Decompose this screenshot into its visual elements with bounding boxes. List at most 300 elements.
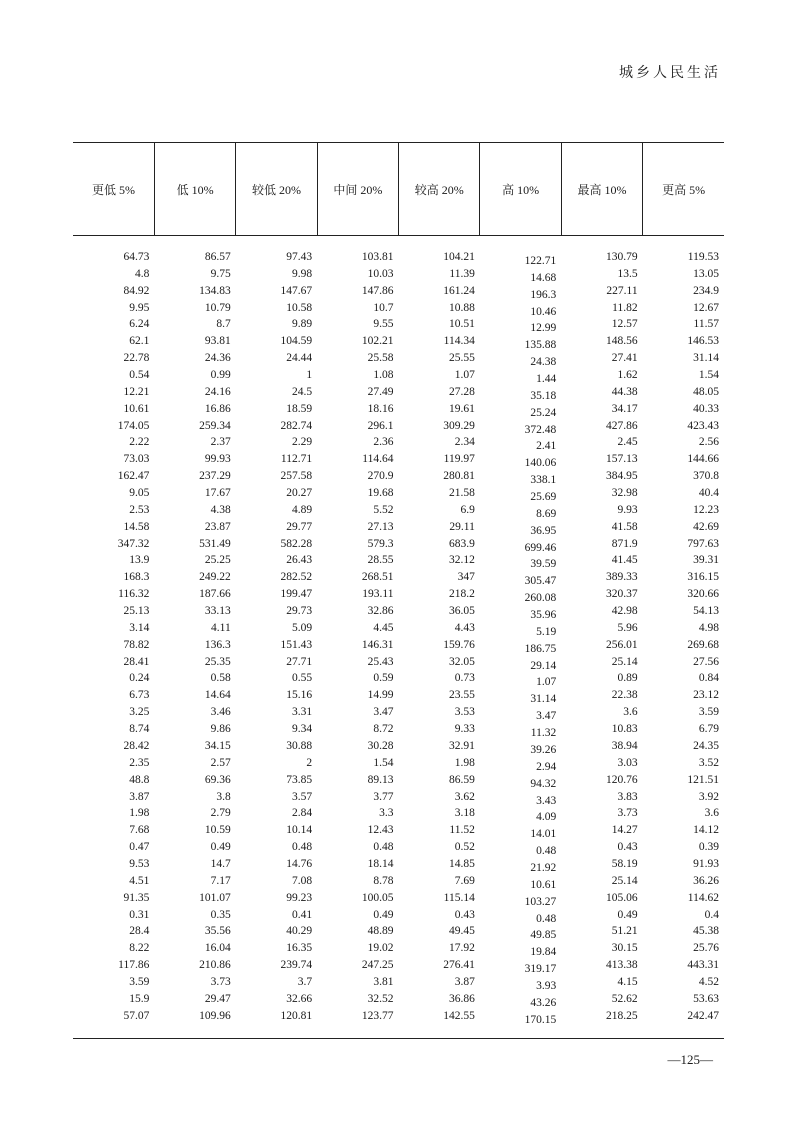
table-cell: 10.51 [449,318,475,331]
table-cell: 36.86 [449,992,475,1005]
table-cell: 9.53 [129,857,150,870]
table-row [73,552,724,569]
table-cell: 28.41 [123,655,150,668]
table-cell: 305.47 [524,575,557,588]
table-row [73,1008,724,1025]
table-cell: 3.77 [373,790,394,803]
table-cell: 35.96 [530,609,557,622]
table-cell: 3.47 [373,706,394,719]
table-cell: 227.11 [606,284,638,297]
table-cell: 40.4 [698,487,719,500]
table-row [73,300,724,317]
table-cell: 157.13 [606,453,638,466]
table-cell: 44.38 [611,385,638,398]
table-cell: 73.03 [123,453,150,466]
table-cell: 3.62 [454,790,475,803]
table-cell: 16.04 [204,942,231,955]
table-row [73,536,724,553]
table-cell: 91.35 [123,891,150,904]
table-cell: 31.14 [693,352,719,365]
table-cell: 86.57 [204,251,231,263]
table-cell: 42.69 [693,520,719,533]
table-cell: 4.98 [698,621,719,634]
table-cell: 3.73 [210,975,231,988]
table-row [73,721,724,738]
table-row [73,873,724,890]
table-cell: 41.58 [611,520,638,533]
table-cell: 3.87 [129,790,150,803]
table-cell: 0.43 [617,841,638,854]
table-cell: 28.55 [367,554,394,567]
table-cell: 276.41 [443,959,475,972]
column-header: 更高 5% [643,143,724,236]
income-group-table [73,142,724,1025]
table-cell: 148.56 [606,335,638,348]
table-cell: 0.43 [454,908,475,921]
table-row [73,283,724,300]
table-cell: 26.43 [286,554,313,567]
table-cell: 372.48 [524,423,557,436]
table-cell: 14.99 [367,689,394,702]
table-cell: 7.08 [292,874,313,887]
table-cell: 10.46 [530,305,557,318]
table-cell: 144.66 [687,453,719,466]
table-cell: 20.27 [286,487,313,500]
table-cell: 269.68 [687,638,719,651]
table-cell: 147.86 [361,284,394,297]
table-row [73,333,724,350]
table-cell: 36.26 [693,874,719,887]
table-cell: 25.13 [123,605,150,618]
table-cell: 103.81 [361,251,394,263]
table-cell: 25.76 [693,942,719,955]
table-cell: 18.14 [367,857,394,870]
table-cell: 53.63 [693,992,719,1005]
table-cell: 3.81 [373,975,394,988]
table-cell: 4.38 [210,503,231,516]
table-cell: 9.98 [292,267,313,280]
table-cell: 7.68 [129,824,150,837]
table-cell: 29.77 [286,520,313,533]
column-header: 更低 5% [73,143,154,236]
table-cell: 41.45 [611,554,638,567]
table-cell: 57.07 [123,1009,150,1022]
table-cell: 257.58 [280,470,313,483]
table-cell: 32.05 [449,655,475,668]
table-cell: 4.43 [454,621,475,634]
table-cell: 280.81 [443,470,475,483]
table-row [73,890,724,907]
table-cell: 130.79 [606,251,638,263]
table-row [73,839,724,856]
table-cell: 39.26 [530,743,557,756]
table-cell: 3.25 [129,706,150,719]
table-cell: 134.83 [199,284,231,297]
table-cell: 161.24 [443,284,475,297]
table-cell: 33.13 [204,605,231,618]
table-cell: 112.71 [280,453,313,466]
table-cell: 27.56 [693,655,719,668]
table-cell: 146.31 [361,638,394,651]
table-cell: 25.55 [449,352,475,365]
table-cell: 122.71 [524,255,557,267]
table-cell: 32.12 [449,554,475,567]
table-cell: 0.49 [210,841,231,854]
table-cell: 23.87 [204,520,231,533]
table-cell: 319.17 [524,963,557,976]
table-cell: 29.11 [449,520,475,533]
table-cell: 49.85 [530,929,557,942]
table-cell: 48.05 [693,385,719,398]
table-cell: 5.52 [373,503,394,516]
table-cell: 21.92 [530,861,557,874]
table-cell: 2.29 [292,436,313,449]
table-cell: 347 [457,571,475,584]
table-cell: 14.7 [210,857,231,870]
table-cell: 9.33 [454,723,475,736]
table-cell: 12.67 [693,301,719,314]
table-row [73,401,724,418]
running-head: 城乡人民生活 [619,66,721,81]
table-cell: 19.68 [367,487,394,500]
table-cell: 3.8 [216,790,231,803]
bottom-rule [73,1038,724,1039]
table-cell: 4.09 [536,811,557,824]
table-cell: 39.31 [693,554,719,567]
table-cell: 52.62 [611,992,638,1005]
table-cell: 30.88 [286,739,313,752]
table-cell: 3.83 [617,790,638,803]
table-cell: 1.07 [454,369,475,382]
table-cell: 0.89 [617,672,638,685]
table-cell: 11.52 [449,824,475,837]
table-row [73,738,724,755]
table-row [73,755,724,772]
column-header: 较高 20% [399,143,480,236]
table-row [73,940,724,957]
table-cell: 320.37 [606,588,638,601]
table-cell: 0.54 [129,369,150,382]
table-cell: 14.58 [123,520,150,533]
table-cell: 1.54 [698,369,719,382]
table-cell: 218.2 [449,588,475,601]
table-cell: 3.7 [297,975,313,988]
table-cell: 18.16 [367,402,394,415]
table-cell: 187.66 [199,588,231,601]
table-cell: 234.9 [693,284,719,297]
table-cell: 6.9 [460,503,475,516]
table-cell: 6.79 [698,723,719,736]
table-cell: 28.4 [129,925,150,938]
table-cell: 2.84 [292,807,313,820]
table-cell: 2 [306,756,313,769]
table-cell: 114.34 [443,335,475,348]
table-cell: 2.79 [210,807,231,820]
table-cell: 22.78 [123,352,150,365]
table-cell: 104.21 [443,251,475,263]
table-cell: 14.76 [286,857,313,870]
table-cell: 123.77 [361,1009,394,1022]
table-cell: 3.46 [210,706,231,719]
table-cell: 4.15 [617,975,638,988]
table-cell: 136.3 [204,638,231,651]
table-cell: 9.34 [292,723,313,736]
table-cell: 8.72 [373,723,394,736]
table-cell: 3.57 [292,790,313,803]
table-row [73,957,724,974]
table-cell: 4.8 [135,267,150,280]
table-cell: 10.03 [367,267,394,280]
table-cell: 10.83 [611,723,638,736]
table-cell: 89.13 [367,773,394,786]
table-cell: 43.26 [530,996,557,1009]
table-cell: 84.92 [123,284,150,297]
table-cell: 119.53 [687,251,719,263]
table-cell: 3.87 [454,975,475,988]
table-cell: 4.89 [292,503,313,516]
table-cell: 114.62 [687,891,719,904]
table-cell: 389.33 [606,571,638,584]
table-row [73,637,724,654]
table-cell: 9.89 [292,318,313,331]
column-header: 较低 20% [236,143,317,236]
table-cell: 0.48 [536,845,557,858]
table-cell: 0.99 [210,369,231,382]
table-row [73,434,724,451]
table-cell: 5.09 [292,621,313,634]
table-cell: 14.27 [611,824,638,837]
table-row [73,519,724,536]
table-row [73,350,724,367]
table-cell: 116.32 [118,588,150,601]
table-cell: 115.14 [443,891,475,904]
table-row [73,249,724,266]
table-cell: 174.05 [117,419,150,432]
table-cell: 3.14 [129,621,150,634]
table-cell: 1.62 [617,369,638,382]
table-cell: 35.18 [530,389,557,402]
table-cell: 147.67 [280,284,313,297]
table-cell: 0.73 [454,672,475,685]
table-cell: 10.58 [286,301,313,314]
table-cell: 39.59 [530,558,557,571]
table-cell: 0.55 [292,672,313,685]
table-cell: 25.43 [367,655,394,668]
table-cell: 0.31 [129,908,150,921]
table-cell: 2.41 [536,440,557,453]
table-cell: 2.53 [129,503,150,516]
table-cell: 36.05 [449,605,475,618]
table-cell: 13.05 [693,267,719,280]
header-row [73,143,724,236]
table-cell: 3.43 [536,794,557,807]
table-cell: 32.66 [286,992,313,1005]
table-cell: 4.51 [129,874,150,887]
table-cell: 4.52 [698,975,719,988]
table-row [73,822,724,839]
table-cell: 93.81 [204,335,231,348]
table-cell: 7.17 [210,874,231,887]
table-cell: 17.92 [449,942,475,955]
table-cell: 8.22 [129,942,150,955]
table-cell: 17.67 [204,487,231,500]
table-cell: 8.74 [129,723,150,736]
table-cell: 146.53 [687,335,719,348]
table-cell: 36.95 [530,524,557,537]
table-cell: 78.82 [123,638,150,651]
table-cell: 8.7 [216,318,231,331]
table-cell: 6.24 [129,318,150,331]
table-cell: 0.24 [129,672,150,685]
table-cell: 282.52 [280,571,313,584]
table-cell: 268.51 [361,571,394,584]
table-cell: 73.85 [286,773,313,786]
table-cell: 242.47 [687,1009,719,1022]
table-cell: 16.35 [286,942,313,955]
table-cell: 427.86 [606,419,638,432]
table-cell: 22.38 [611,689,638,702]
table-cell: 102.21 [361,335,394,348]
table-row [73,384,724,401]
table-row [73,451,724,468]
table-cell: 23.55 [449,689,475,702]
table-cell: 104.59 [280,335,313,348]
table-cell: 64.73 [123,251,150,263]
table-row [73,367,724,384]
table-cell: 7.69 [454,874,475,887]
table-row [73,468,724,485]
table-cell: 13.9 [129,554,150,567]
table-cell: 0.58 [210,672,231,685]
table-cell: 3.18 [454,807,475,820]
table-cell: 9.05 [129,487,150,500]
table-cell: 260.08 [524,592,557,605]
table-row [73,569,724,586]
table-row [73,907,724,924]
table-cell: 309.29 [443,419,475,432]
table-cell: 35.56 [204,925,231,938]
table-cell: 24.44 [286,352,313,365]
table-cell: 40.29 [286,925,313,938]
table-cell: 2.22 [129,436,150,449]
table-cell: 30.15 [611,942,638,955]
table-cell: 14.85 [449,857,475,870]
table-cell: 99.93 [204,453,231,466]
table-cell: 19.02 [367,942,394,955]
table-cell: 2.37 [210,436,231,449]
table-cell: 193.11 [362,588,394,601]
table-cell: 119.97 [443,453,475,466]
table-cell: 2.94 [536,760,557,773]
table-cell: 32.91 [449,739,475,752]
table-cell: 12.43 [367,824,394,837]
table-row [73,485,724,502]
table-cell: 218.25 [606,1009,638,1022]
table-cell: 0.48 [373,841,394,854]
table-row [73,266,724,283]
table-cell: 0.35 [210,908,231,921]
table-cell: 249.22 [199,571,231,584]
table-cell: 270.9 [367,470,394,483]
table-cell: 25.35 [204,655,231,668]
table-cell: 9.75 [210,267,231,280]
table-cell: 9.86 [210,723,231,736]
table-cell: 151.43 [280,638,313,651]
table-cell: 120.76 [606,773,638,786]
column-header: 低 10% [154,143,235,236]
table-cell: 12.99 [530,322,557,335]
table-row [73,603,724,620]
table-cell: 91.93 [693,857,719,870]
table-cell: 10.61 [530,878,557,891]
table-cell: 699.46 [524,541,557,554]
table-cell: 320.66 [687,588,719,601]
table-cell: 10.79 [204,301,231,314]
table-cell: 3.52 [698,756,719,769]
table-row [73,620,724,637]
table-cell: 13.5 [617,267,638,280]
table-cell: 338.1 [530,474,557,487]
table-cell: 58.19 [611,857,638,870]
table-cell: 16.86 [204,402,231,415]
table-row [73,856,724,873]
table-cell: 1.54 [373,756,394,769]
table-cell: 42.98 [611,605,638,618]
table-cell: 3.59 [698,706,719,719]
table-cell: 11.57 [693,318,719,331]
table-cell: 316.15 [687,571,719,584]
table-cell: 3.6 [623,706,638,719]
table-cell: 54.13 [693,605,719,618]
table-cell: 32.52 [367,992,394,1005]
table-cell: 3.3 [379,807,394,820]
table-row [73,704,724,721]
table-cell: 15.9 [129,992,150,1005]
table-cell: 370.8 [693,470,719,483]
table-cell: 196.3 [530,288,557,301]
table-row [73,502,724,519]
table-cell: 10.88 [449,301,475,314]
table-cell: 24.38 [530,356,557,369]
table-cell: 210.86 [199,959,231,972]
table-row [73,316,724,333]
table-cell: 2.35 [129,756,150,769]
table-cell: 582.28 [280,537,313,550]
table-cell: 0.49 [617,908,638,921]
table-cell: 30.28 [367,739,394,752]
column-header: 中间 20% [317,143,398,236]
table-cell: 12.23 [693,503,719,516]
table-cell: 1.98 [129,807,150,820]
table-cell: 0.4 [704,908,719,921]
table-row [73,586,724,603]
data-table [73,142,724,1025]
table-cell: 11.82 [612,301,638,314]
table-cell: 27.41 [611,352,638,365]
table-cell: 48.8 [129,773,150,786]
table-cell: 121.51 [687,773,719,786]
table-cell: 27.49 [367,385,394,398]
column-header: 高 10% [480,143,561,236]
table-cell: 10.59 [204,824,231,837]
table-cell: 423.43 [687,419,719,432]
table-cell: 247.25 [361,959,394,972]
table-cell: 296.1 [367,419,394,432]
table-cell: 142.55 [443,1009,475,1022]
table-cell: 103.27 [524,895,557,908]
table-cell: 25.58 [367,352,394,365]
table-cell: 24.35 [693,739,719,752]
